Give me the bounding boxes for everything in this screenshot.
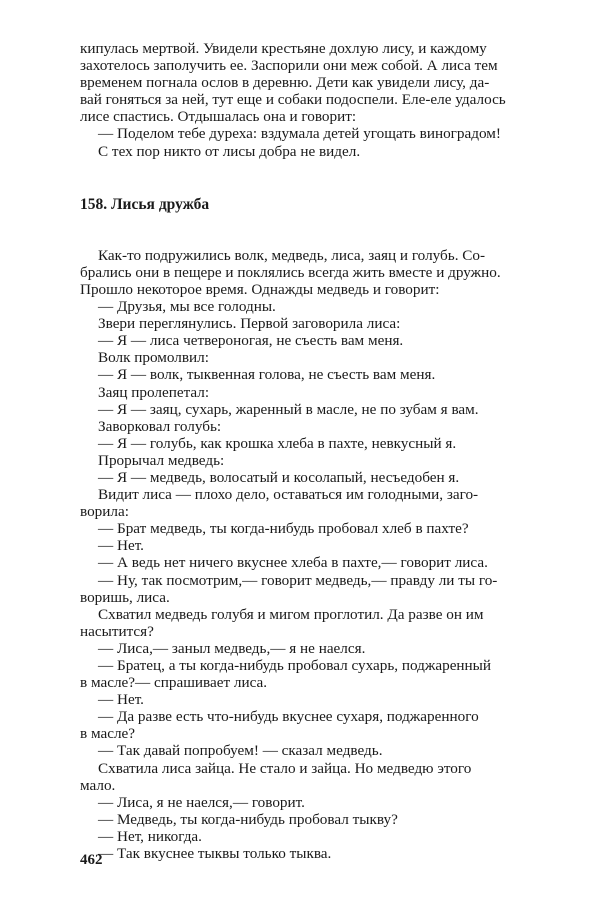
story-title: 158. Лисья дружба: [80, 195, 210, 213]
text-line: — Я — медведь, волосатый и косолапый, несъедобен я.: [98, 468, 460, 486]
text-line: — Лиса, я не наелся,— говорит.: [98, 793, 305, 811]
text-line: мало.: [80, 776, 116, 794]
text-line: — Я — голубь, как крошка хлеба в пахте, невкусный я.: [98, 434, 457, 452]
text-line: Схватил медведь голубя и мигом проглотил. Да разве он им: [98, 605, 484, 623]
text-line: Прошло некоторое время. Однажды медведь и говорит:: [80, 280, 440, 298]
page-number: 462: [80, 852, 103, 868]
text-line: Как-то подружились волк, медведь, лиса, заяц и голубь. Со-: [98, 246, 486, 264]
text-line: — Поделом тебе дуреха: вздумала детей угощать виноградом!: [98, 125, 501, 143]
text-line: — Брат медведь, ты когда-нибудь пробовал хлеб в пахте?: [98, 520, 469, 538]
text-line: кипулась мертвой. Увидели крестьяне дохлую лису, и каждому: [80, 40, 487, 57]
text-line: — Я — заяц, сухарь, жаренный в масле, не по зубам я вам.: [98, 400, 479, 418]
text-line: — Нет.: [98, 691, 144, 709]
text-line: лисе спастись. Отдышалась она и говорит:: [80, 108, 357, 126]
story-text: [80, 247, 555, 862]
text-line: — Так давай попробуем! — сказал медведь.: [98, 742, 383, 760]
text-line: Прорычал медведь:: [98, 451, 225, 469]
text-line: Видит лиса — плохо дело, оставаться им голодными, заго-: [98, 486, 479, 504]
text-line: в масле?: [80, 725, 136, 743]
text-line: Схватила лиса зайца. Не стало и зайца. Но медведю этого: [98, 759, 472, 777]
intro-text: [80, 40, 555, 160]
text-line: — Нет, никогда.: [98, 827, 202, 845]
text-line: Звери переглянулись. Первой заговорила лиса:: [98, 315, 401, 333]
text-line: — Медведь, ты когда-нибудь пробовал тыкву?: [98, 810, 398, 828]
text-line: С тех пор никто от лисы добра не видел.: [98, 142, 361, 160]
text-line: — А ведь нет ничего вкуснее хлеба в пахте,— говорит лиса.: [98, 554, 488, 572]
text-line: — Да разве есть что-нибудь вкуснее сухаря, поджаренного: [98, 708, 479, 726]
text-line: воришь, лиса.: [80, 588, 170, 606]
text-line: — Лиса,— заныл медведь,— я не наелся.: [98, 639, 366, 657]
text-line: насытится?: [80, 622, 154, 640]
text-line: ворила:: [80, 503, 129, 521]
text-line: — Братец, а ты когда-нибудь пробовал сухарь, поджаренный: [98, 657, 492, 674]
text-line: — Я — лиса четвероногая, не съесть вам меня.: [98, 332, 404, 350]
page-body: [80, 40, 555, 862]
text-line: — Нет.: [98, 537, 144, 555]
text-line: брались они в пещере и поклялись всегда жить вместе и дружно.: [80, 263, 501, 281]
text-line: захотелось заполучить ее. Заспорили они меж собой. А лиса тем: [80, 57, 498, 75]
text-line: — Так вкуснее тыквы только тыква.: [98, 845, 332, 863]
text-line: Заяц пролепетал:: [98, 383, 210, 401]
text-line: временем погнала ослов в деревню. Дети как увидели лису, да-: [80, 74, 490, 92]
text-line: в масле?— спрашивает лиса.: [80, 674, 268, 692]
text-line: вай гоняться за ней, тут еще и собаки подоспели. Еле-еле удалось: [80, 91, 506, 109]
text-line: — Ну, так посмотрим,— говорит медведь,— правду ли ты го-: [98, 571, 498, 589]
text-line: Волк промолвил:: [98, 349, 209, 367]
text-line: — Я — волк, тыквенная голова, не съесть вам меня.: [98, 366, 436, 384]
text-line: Заворковал голубь:: [98, 417, 222, 435]
text-line: — Друзья, мы все голодны.: [98, 298, 276, 316]
